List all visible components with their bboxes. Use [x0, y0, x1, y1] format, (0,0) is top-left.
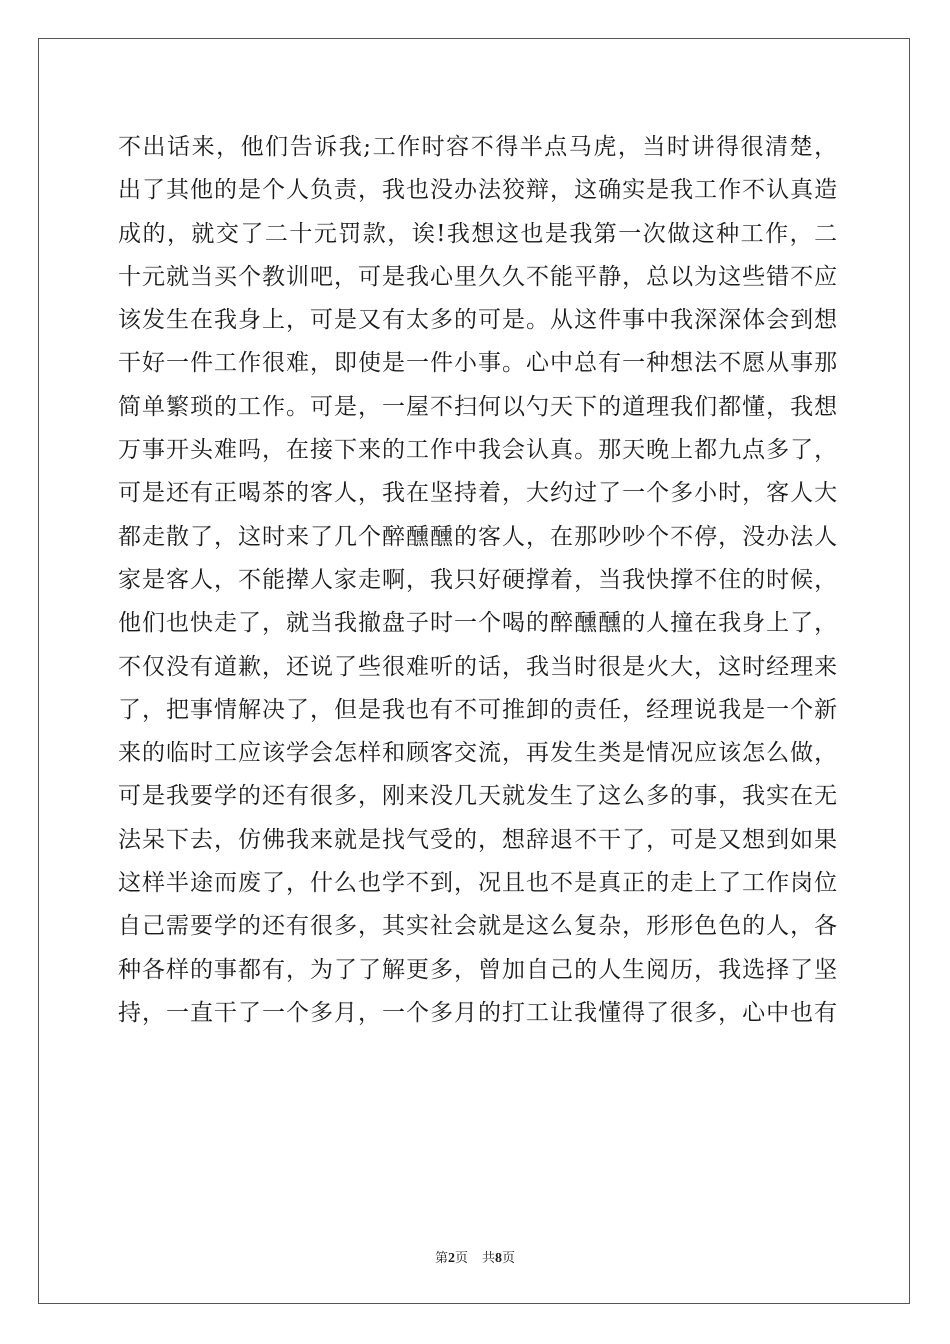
total-suffix: 页: [502, 1251, 516, 1266]
text-line: 万事开头难吗，在接下来的工作中我会认真。那天晚上都九点多了，: [118, 437, 838, 464]
text-line: 他们也快走了，就当我撤盘子时一个喝的醉醺醺的人撞在我身上了，: [118, 610, 838, 637]
text-line: 不出话来，他们告诉我;工作时容不得半点马虎，当时讲得很清楚，: [118, 134, 838, 160]
text-line: 不仅没有道歉，还说了些很难听的话，我当时很是火大，这时经理来: [118, 653, 838, 680]
text-line: 法呆下去，仿佛我来就是找气受的，想辞退不干了，可是又想到如果: [118, 826, 838, 853]
text-line: 种各样的事都有，为了了解更多，曾加自己的人生阅历，我选择了坚: [118, 956, 838, 983]
text-line: 十元就当买个教训吧，可是我心里久久不能平静，总以为这些错不应: [118, 263, 838, 290]
total-pages: 8: [495, 1251, 503, 1266]
text-line: 了，把事情解决了，但是我也有不可推卸的责任，经理说我是一个新: [118, 696, 838, 723]
page-prefix: 第: [434, 1251, 448, 1266]
total-prefix: 共: [482, 1251, 496, 1266]
page-footer: [0, 1247, 950, 1267]
text-line: 都走散了，这时来了几个醉醺醺的客人，在那吵吵个不停，没办法人: [118, 523, 838, 550]
text-line: 出了其他的是个人负责，我也没办法狡辩，这确实是我工作不认真造: [118, 177, 838, 204]
text-line: 来的临时工应该学会怎样和顾客交流，再发生类是情况应该怎么做，: [118, 740, 838, 767]
text-line: 简单繁琐的工作。可是，一屋不扫何以勺天下的道理我们都懂，我想: [118, 393, 838, 420]
text-line: 干好一件工作很难，即使是一件小事。心中总有一种想法不愿从事那: [118, 350, 838, 377]
text-line: 可是我要学的还有很多，刚来没几天就发生了这么多的事，我实在无: [118, 783, 838, 810]
page-suffix: 页: [454, 1251, 468, 1266]
text-line: 该发生在我身上，可是又有太多的可是。从这件事中我深深体会到想: [118, 307, 838, 334]
text-line: 家是客人，不能撵人家走啊，我只好硬撑着，当我快撑不住的时候，: [118, 566, 838, 593]
text-line: 成的，就交了二十元罚款，诶!我想这也是我第一次做这种工作，二: [118, 220, 838, 247]
text-line: 这样半途而废了，什么也学不到，况且也不是真正的走上了工作岗位: [118, 870, 838, 897]
text-line: 自己需要学的还有很多，其实社会就是这么复杂，形形色色的人，各: [118, 913, 838, 940]
text-line: 可是还有正喝茶的客人，我在坚持着，大约过了一个多小时，客人大: [118, 480, 838, 507]
document-body: [118, 126, 838, 1035]
text-line: 持，一直干了一个多月，一个多月的打工让我懂得了很多，心中也有: [118, 999, 838, 1026]
page-number: 2: [447, 1251, 455, 1266]
